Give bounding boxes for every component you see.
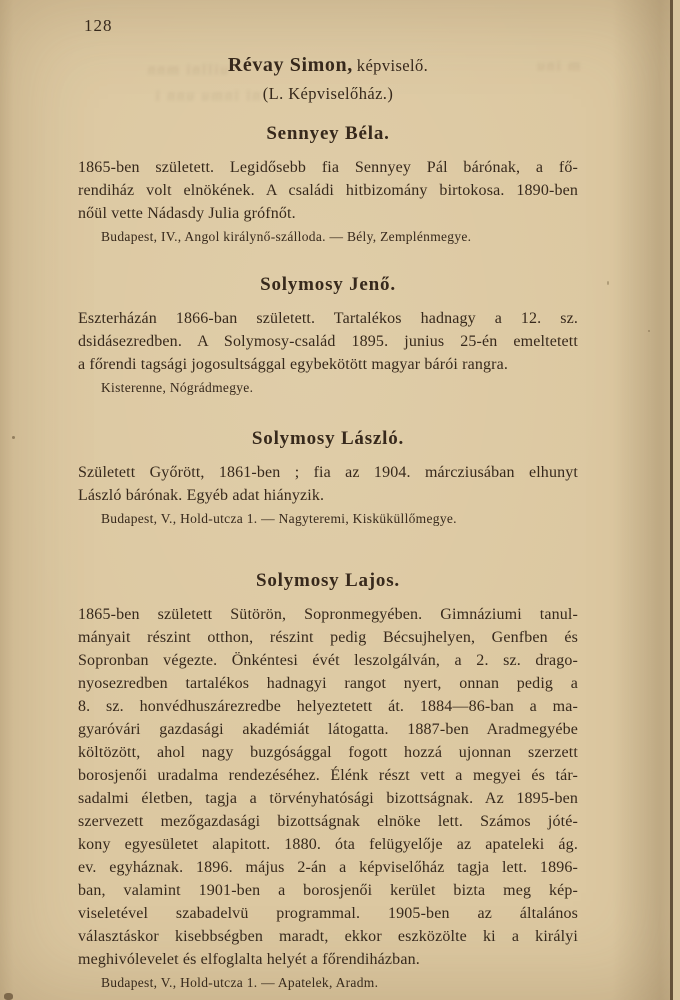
body-text-line: rendiház volt elnökének. A családi hitbizomány birtokosa. 1890-ben bbox=[78, 182, 578, 199]
biography-entry bbox=[78, 123, 578, 246]
body-text-line: dsidásezredben. A Solymosy-család 1895. junius 25-én emeltetett bbox=[78, 333, 578, 350]
body-text-line: kony egyesületet alapitott. 1880. óta felügyelője az apateleki ág. bbox=[78, 836, 578, 853]
entry-address: Budapest, IV., Angol királynő-szálloda. — Bély, Zemplénmegye. bbox=[101, 229, 472, 244]
body-text-line: viseletével szabadelvü programmal. 1905-ben az általános bbox=[78, 905, 578, 922]
body-text-line: gyaróvári gazdasági akadémiát látogatta. 1887-ben Aradmegyébe bbox=[78, 721, 578, 738]
body-text-line: választáskor kisebbségben maradt, ekkor eszközölte ki a királyi bbox=[78, 928, 578, 945]
entry-title: Sennyey Béla. bbox=[266, 123, 390, 144]
body-text-line: meghivólevelet és elfoglalta helyét a főrendiházban. bbox=[78, 951, 420, 968]
body-text-line: László bárónak. Egyéb adat hiányzik. bbox=[78, 487, 325, 504]
entry-body bbox=[78, 603, 578, 971]
body-text-line: ban, valamint 1901-ben a borosjenői kerület bizta meg kép- bbox=[78, 882, 578, 899]
member-role: képviselő. bbox=[356, 56, 429, 75]
entry-address: Kisterenne, Nógrádmegye. bbox=[101, 380, 254, 395]
body-text-line: borosjenői uradalma rendezéséhez. Élénk részt vett a megyei és tár- bbox=[78, 767, 578, 784]
biography-entry bbox=[78, 428, 578, 528]
body-text-line: Sopronban végezte. Önkéntesi évét leszolgálván, a 2. sz. drago- bbox=[78, 652, 578, 669]
page-number: 128 bbox=[84, 16, 113, 35]
biography-entry bbox=[78, 274, 578, 397]
scan-speck bbox=[607, 281, 609, 285]
body-text-line: sadalmi életben, tagja a törvényhatósági bizottságnak. Az 1895-ben bbox=[78, 790, 578, 807]
scan-speck bbox=[12, 436, 15, 439]
scan-speck bbox=[648, 330, 650, 332]
page-content bbox=[78, 54, 578, 992]
page-edge-shadow-line bbox=[670, 0, 673, 1000]
body-text-line: a főrendi tagsági jogosultsággal egybekötött magyar bárói rangra. bbox=[78, 356, 509, 373]
entry-body bbox=[78, 307, 578, 376]
entry-address: Budapest, V., Hold-utcza 1. — Apatelek, Aradm. bbox=[101, 975, 379, 990]
entry-title: Solymosy Lajos. bbox=[256, 570, 400, 591]
member-name: Révay Simon, bbox=[227, 54, 353, 76]
biography-entries bbox=[78, 123, 578, 992]
entry-body bbox=[78, 156, 578, 225]
body-text-line: Született Győrött, 1861-ben ; fia az 1904. márcziusában elhunyt bbox=[78, 464, 578, 481]
entry-header bbox=[78, 54, 578, 104]
entry-title: Solymosy Jenő. bbox=[260, 274, 396, 295]
body-text-line: költözött, ahol nagy buzgósággal fogott hozzá ujonnan szerzett bbox=[78, 744, 578, 761]
body-text-line: 8. sz. honvédhuszárezredbe helyeztetett át. 1884—86-ban a ma- bbox=[78, 698, 578, 715]
page-edge-strip bbox=[673, 0, 680, 1000]
body-text-line: Eszterházán 1866-ban született. Tartalékos hadnagy a 12. sz. bbox=[78, 310, 578, 327]
entry-title: Solymosy László. bbox=[251, 428, 405, 449]
body-text-line: 1865-ben született Sütörön, Sopronmegyében. Gimnáziumi tanul- bbox=[78, 606, 578, 623]
body-text-line: nyosezredben tartalékos hadnagyi rangot nyert, onnan pedig a bbox=[78, 675, 578, 692]
body-text-line: 1865-ben született. Legidősebb fia Sennyey Pál bárónak, a fő- bbox=[78, 159, 578, 176]
bleed-through-smudge: m inu bbox=[535, 58, 580, 74]
entry-address: Budapest, V., Hold-utcza 1. — Nagyteremi, Kisküküllőmegye. bbox=[101, 511, 457, 526]
body-text-line: mányait részint otthon, részint pedig Bécsujhelyen, Genfben és bbox=[78, 629, 578, 646]
body-text-line: ev. egyháznak. 1896. május 2-án a képviselőház tagja lett. 1896- bbox=[78, 859, 578, 876]
entry-body bbox=[78, 461, 578, 507]
member-heading bbox=[78, 54, 578, 77]
body-text-line: szervezett mezőgazdasági bizottságnak elnöke lett. Számos jóté- bbox=[78, 813, 578, 830]
biography-entry bbox=[78, 570, 578, 992]
bleed-through-smudge: ni inmu unn i bbox=[153, 88, 260, 104]
chamber-note: (L. Képviselőház.) bbox=[262, 84, 394, 103]
bleed-through-smudge: uillni mnn bbox=[145, 62, 228, 78]
scan-speck bbox=[4, 993, 13, 1000]
body-text-line: nőül vette Nádasdy Julia grófnőt. bbox=[78, 205, 296, 222]
